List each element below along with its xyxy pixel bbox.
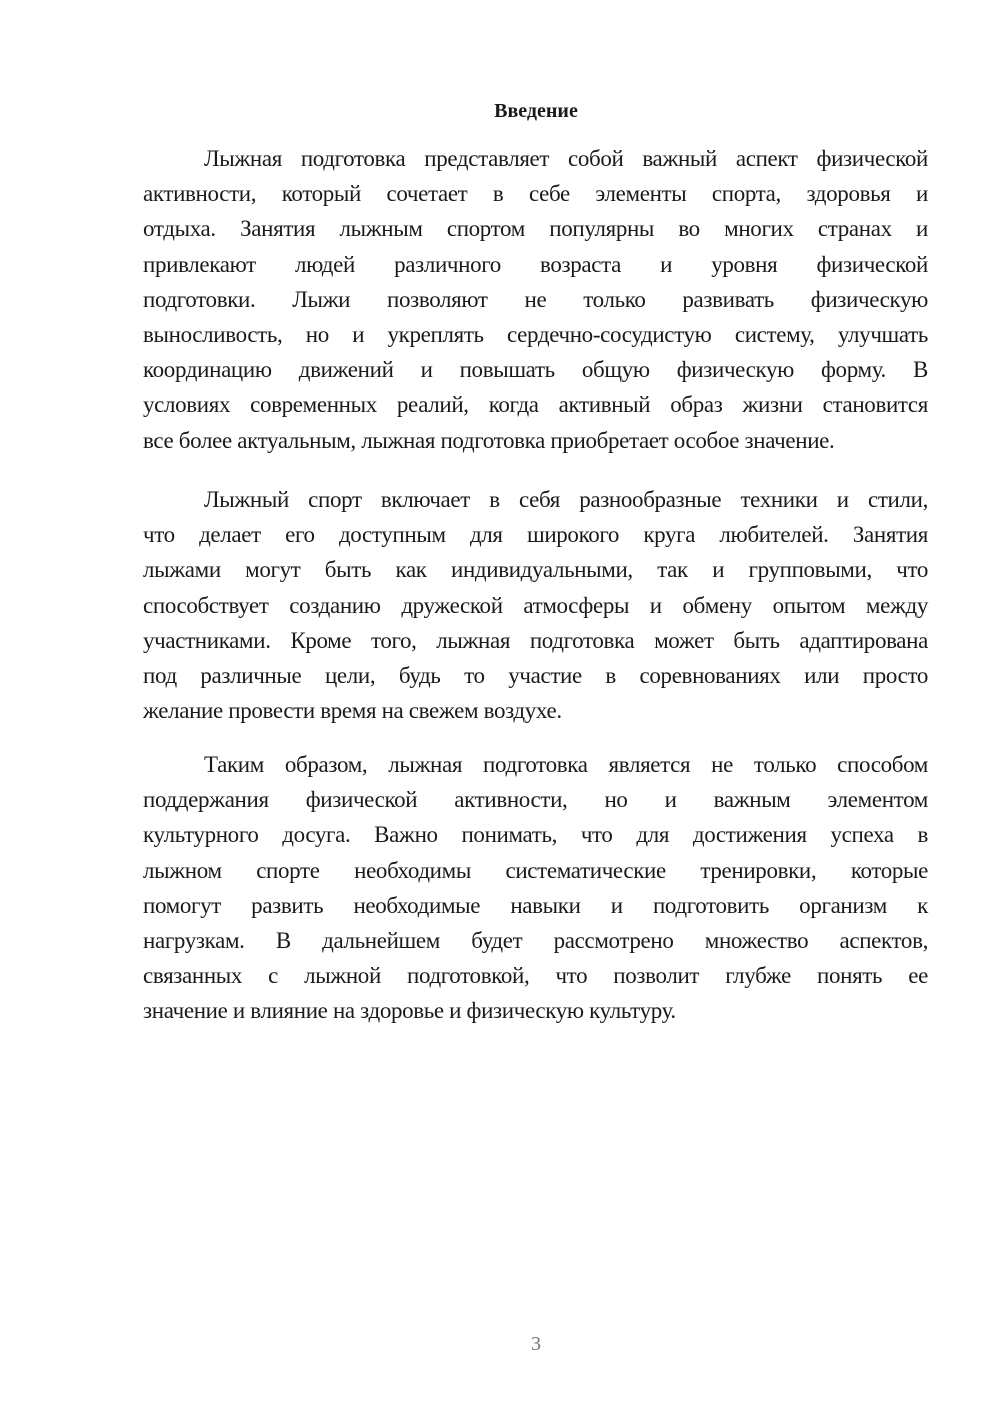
section-title: Введение	[494, 100, 578, 122]
paragraph-line: Лыжная подготовка представляет собой важный аспект физической	[204, 146, 928, 171]
paragraph-line: подготовки. Лыжи позволяют не только развивать физическую	[143, 286, 928, 312]
paragraph-line: значение и влияние на здоровье и физическую культуру.	[143, 998, 676, 1024]
paragraph-line: условиях современных реалий, когда активный образ жизни становится	[143, 392, 928, 418]
paragraph-line: все более актуальным, лыжная подготовка приобретает особое значение.	[143, 427, 835, 453]
paragraph-2	[143, 482, 928, 728]
paragraph-line: что делает его доступным для широкого круга любителей. Занятия	[143, 522, 928, 548]
paragraph-line: способствует созданию дружеской атмосферы и обмену опытом между	[143, 592, 928, 618]
paragraph-3	[143, 747, 928, 1029]
paragraph-line: помогут развить необходимые навыки и подготовить организм к	[143, 892, 928, 918]
paragraph-line: координацию движений и повышать общую физическую форму. В	[143, 357, 928, 383]
paragraph-line: привлекают людей различного возраста и уровня физической	[143, 251, 928, 277]
paragraph-line: под различные цели, будь то участие в соревнованиях или просто	[143, 662, 928, 688]
paragraph-line: Таким образом, лыжная подготовка является не только способом	[204, 752, 928, 777]
paragraph-line: нагрузкам. В дальнейшем будет рассмотрено множество аспектов,	[143, 927, 928, 953]
paragraph-line: лыжами могут быть как индивидуальными, так и групповыми, что	[143, 557, 928, 583]
page-number: 3	[531, 1333, 541, 1355]
paragraph-line: лыжном спорте необходимы систематические тренировки, которые	[143, 857, 928, 883]
paragraph-line: участниками. Кроме того, лыжная подготовка может быть адаптирована	[143, 627, 928, 653]
paragraph-line: активности, который сочетает в себе элементы спорта, здоровья и	[143, 181, 928, 207]
paragraph-line: выносливость, но и укреплять сердечно-сосудистую систему, улучшать	[143, 321, 928, 347]
paragraph-line: поддержания физической активности, но и важным элементом	[143, 787, 928, 813]
paragraph-line: отдыха. Занятия лыжным спортом популярны во многих странах и	[143, 216, 928, 242]
paragraph-1	[143, 141, 928, 458]
paragraph-line: Лыжный спорт включает в себя разнообразные техники и стили,	[204, 487, 928, 512]
paragraph-line: культурного досуга. Важно понимать, что для достижения успеха в	[143, 822, 928, 848]
paragraph-line: связанных с лыжной подготовкой, что позволит глубже понять ее	[143, 963, 928, 989]
paragraph-line: желание провести время на свежем воздухе.	[143, 698, 562, 724]
